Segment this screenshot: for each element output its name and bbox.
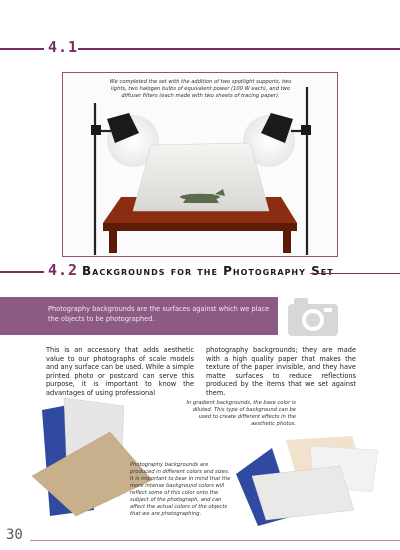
photo-caption: We completed the set with the addition of two spotlight supports, two lights, two halogen bulbs of equivalent power (100 W each), and two diffuser filters (each made with two sheets of tracing paper). bbox=[109, 79, 292, 99]
section-4-1-rule-right bbox=[78, 48, 400, 50]
colors-note: Photography backgrounds are produced in different colors and sizes. It is important to bear in mind that the more intense background colors will reflect some of this color onto the subject of the photograph, and can affect the actual colors of the objects that we are photographing. bbox=[130, 462, 231, 517]
body-text-left: This is an accessory that adds aesthetic value to our photographs of scale models and any surface can be used. While a simple printed photo or postcard can serve this purpose, it is important to know the advantages of using professional bbox=[46, 346, 194, 397]
section-4-2-rule-right bbox=[310, 273, 400, 274]
lighting-set-illustration bbox=[63, 73, 337, 256]
camera-icon bbox=[278, 290, 354, 342]
section-4-2-rule-left bbox=[0, 271, 44, 273]
section-4-1-number: 4.1 bbox=[48, 38, 79, 56]
body-text-right: photography backgrounds; they are made with a high quality paper that makes the texture of the paper invisible, and they have matte surfaces to reduce reflections produced by the items that we set against them. bbox=[206, 346, 356, 397]
backgrounds-samples-right bbox=[232, 436, 382, 526]
footer-rule bbox=[30, 540, 400, 541]
section-4-2-number: 4.2 bbox=[48, 261, 79, 279]
intro-band-text: Photography backgrounds are the surfaces against which we place the objects to be photographed. bbox=[48, 305, 270, 323]
section-4-1-rule-left bbox=[0, 48, 44, 50]
lighting-set-photo bbox=[62, 72, 338, 257]
gradient-note: In gradient backgrounds, the base color is diluted. This type of background can be used to create different effects in the aesthetic photos. bbox=[186, 400, 296, 427]
section-4-2-title: Backgrounds for the Photography Set bbox=[82, 264, 334, 278]
page-number: 30 bbox=[6, 527, 23, 543]
